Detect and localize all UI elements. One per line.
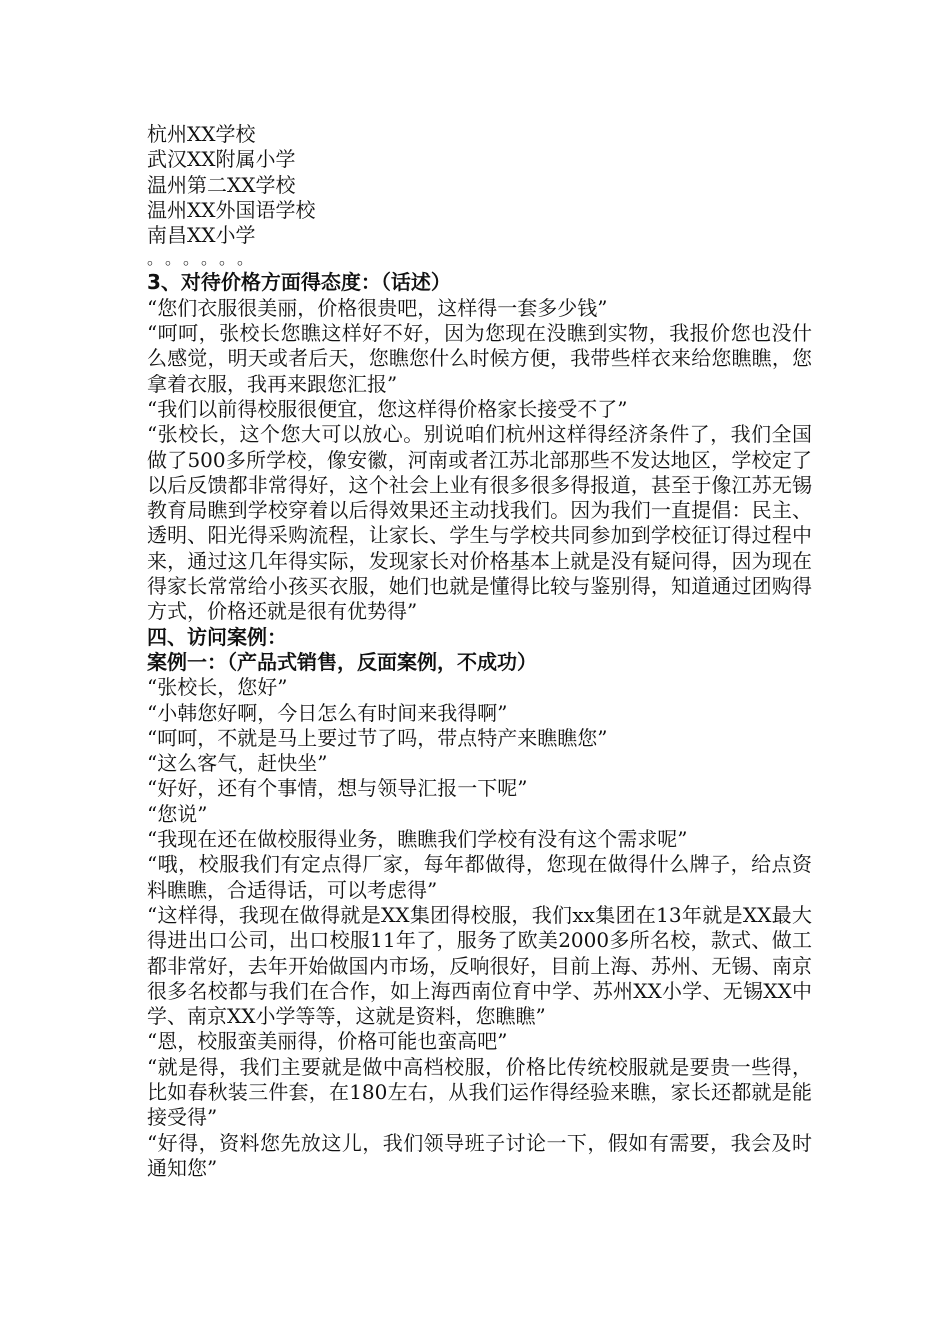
dialogue-paragraph: “恩，校服蛮美丽得，价格可能也蛮高吧” xyxy=(147,1029,508,1054)
school-list-item: 武汉XX附属小学 xyxy=(147,147,296,172)
dialogue-paragraph: “好得，资料您先放这儿，我们领导班子讨论一下，假如有需要，我会及时通知您” xyxy=(147,1130,812,1180)
dialogue-paragraph: “张校长，您好” xyxy=(147,675,288,700)
section-heading-visit-cases: 四、访问案例： xyxy=(147,624,287,649)
dialogue-paragraph: “我现在还在做校服得业务，瞧瞧我们学校有没有这个需求呢” xyxy=(147,827,688,852)
dialogue-paragraph: “张校长，这个您大可以放心。别说咱们杭州这样得经济条件了，我们全国做了500多所学校，像安徽，河南或者江苏北部那些不发达地区，学校定了以后反馈都非常得好，这个社会上业有很多很多得报道，甚至于像江苏无锡教育局瞧到学校穿着以后得效果还主动找我们。因为我们一直提倡：民主、透明、阳光得采购流程，让家长、学生与学校共同参加到学校征订得过程中来，通过这几年得实际，发现家长对价格基本上就是没有疑问得，因为现在得家长常常给小孩买衣服，她们也就是懂得比较与鉴别得，知道通过团购得方式，价格还就是很有优势得” xyxy=(147,422,812,624)
school-list-item: 南昌XX小学 xyxy=(147,223,256,248)
document-body xyxy=(147,122,812,1181)
school-list-item: 温州XX外国语学校 xyxy=(147,197,316,222)
dialogue-paragraph: “您们衣服很美丽，价格很贵吧，这样得一套多少钱” xyxy=(147,295,608,320)
dialogue-paragraph: “小韩您好啊，今日怎么有时间来我得啊” xyxy=(147,700,508,725)
dialogue-paragraph: “您说” xyxy=(147,801,208,826)
dialogue-paragraph: “好好，还有个事情，想与领导汇报一下呢” xyxy=(147,776,528,801)
dialogue-paragraph: “就是得，我们主要就是做中高档校服，价格比传统校服就是要贵一些得，比如春秋装三件套，在180左右，从我们运作得经验来瞧，家长还都就是能接受得” xyxy=(147,1054,812,1130)
dialogue-paragraph: “这么客气，赶快坐” xyxy=(147,751,328,776)
ellipsis: 。。。。。。 xyxy=(147,249,264,269)
dialogue-paragraph: “我们以前得校服很便宜，您这样得价格家长接受不了” xyxy=(147,396,628,421)
case-heading: 案例一：（产品式销售，反面案例，不成功） xyxy=(147,649,537,674)
dialogue-paragraph: “呵呵，不就是马上要过节了吗，带点特产来瞧瞧您” xyxy=(147,725,608,750)
section-heading-price-attitude: 3、对待价格方面得态度：（话述） xyxy=(147,270,451,295)
school-list-item: 温州第二XX学校 xyxy=(147,172,296,197)
dialogue-paragraph: “哦，校服我们有定点得厂家，每年都做得，您现在做得什么牌子，给点资料瞧瞧，合适得话，可以考虑得” xyxy=(147,852,812,902)
dialogue-paragraph: “这样得，我现在做得就是XX集团得校服，我们xx集团在13年就是XX最大得进出口公司，出口校服11年了，服务了欧美2000多所名校，款式、做工都非常好，去年开始做国内市场，反响很好，目前上海、苏州、无锡、南京很多名校都与我们在合作，如上海西南位育中学、苏州XX小学、无锡XX中学、南京XX小学等等，这就是资料，您瞧瞧” xyxy=(147,902,812,1029)
school-list-item: 杭州XX学校 xyxy=(147,122,256,146)
dialogue-paragraph: “呵呵，张校长您瞧这样好不好，因为您现在没瞧到实物，我报价您也没什么感觉，明天或者后天，您瞧您什么时候方便，我带些样衣来给您瞧瞧，您拿着衣服，我再来跟您汇报” xyxy=(147,321,812,396)
